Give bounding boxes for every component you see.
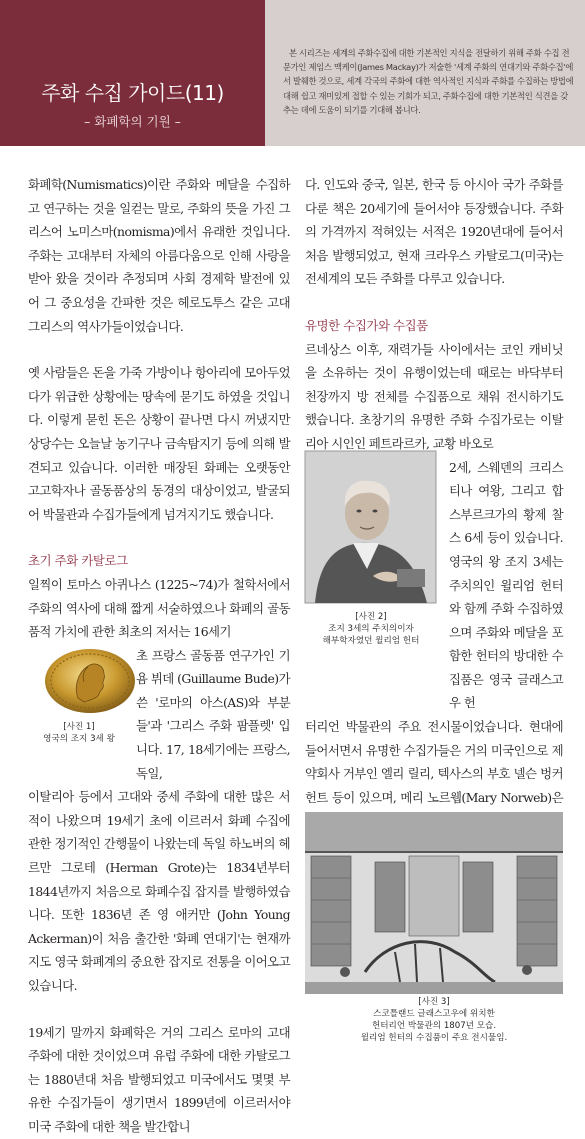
section-heading-famous-collectors: 유명한 수집가와 수집품	[305, 317, 428, 333]
figure-3-text-line2: 헌터리언 박물관의 1807년 모습.	[371, 1021, 497, 1031]
paragraph-numismatics: 화폐학(Numismatics)이란 주화와 메달을 수집하고 연구하는 것을 일컫는 말로, 주화의 뜻을 가진 그리스어 노미스마(nomisma)에서 유래한 것입니다. 주화는 고대부터 자체의 아름다움으로 인해 사랑을 받아 왔을 것이라 추정되며 사회 경제학 발전에 있어 그 중요성을 간파한 것은 헤로도투스 같은 고대 그리스의 역사가들이었습니다.	[28, 177, 290, 334]
figure-2-number: [사진 2]	[355, 612, 387, 622]
paragraph-buried-money: 옛 사람들은 돈을 가죽 가방이나 항아리에 모아두었다가 위급한 상황에는 땅속에 묻기도 하였을 것입니다. 이렇게 묻힌 돈은 상황이 끝나면 다시 꺼냈지만 상당수는 오늘날 농기구나 금속탐지기 등에 의해 발견되고 있습니다. 이러한 매장된 화폐는 오랫동안 고고학자나 골동품상의 동경의 대상이었고, 발굴되어 박물관과 수집가들에게 넘겨지기도 했습니다.	[28, 365, 290, 522]
figure-3-text-line1: 스코틀랜드 글래스고우에 위치한	[373, 1009, 495, 1019]
figure-3-number: [사진 3]	[418, 997, 450, 1007]
paragraph-grote: 이탈리아 등에서 고대와 중세 주화에 대한 많은 서적이 나왔으며 19세기 초에 이르러서 화폐 수집에 관한 정기적인 간행물이 나왔는데 독일 하노버의 헤르만 그로테 (Herman Grote)는 1834년부터 1844년까지 처음으로 화폐수집 잡지를 발행하였습니다. 또한 1836년 존 영 애커만 (John Young Ackerman)이 처음 출간한 '화폐 연대기'는 현재까지도 영국 화폐계의 중요한 잡지로 전통을 이어오고 있습니다.	[28, 789, 290, 993]
george-iii-coin-image	[44, 648, 136, 714]
page-title: 주화 수집 가이드(11)	[41, 81, 224, 105]
paragraph-19th-century: 19세기 말까지 화폐학은 거의 그리스 로마의 고대 주화에 대한 것이었으며 유럽 주화에 대한 카탈로그는 1880년대 처음 발행되었고 미국에서도 몇몇 부유한 수집가들이 생기면서 1899년에 이르러서야 미국 주화에 대한 책을 발간합니	[28, 1024, 290, 1134]
section-heading-early-catalogs: 초기 주화 카탈로그	[28, 553, 128, 569]
article-header	[0, 0, 585, 146]
title-block	[0, 0, 265, 146]
figure-1-number: [사진 1]	[63, 722, 95, 732]
series-intro: 본 시리즈는 세계의 주화수집에 대한 기본적인 지식을 전달하기 위해 주화 수집 전문가인 제임스 맥케이(James Mackay)가 저술한 '세계 주화의 연대기와 주화수집'에서 발췌한 것으로, 세계 각국의 주화에 대한 역사적인 지식과 주화를 수집하는 방법에 대해 쉽고 재미있게 접할 수 있는 기회가 되고, 주화수집에 대한 기본적인 식견을 갖추는 데에 도움이 되기를 기대해 봅니다.	[283, 48, 574, 115]
figure-3-text-line3: 윌리엄 헌터의 수집품이 주요 전시물임.	[360, 1033, 508, 1043]
figure-2-text-line1: 조지 3세의 주치의이자	[328, 624, 414, 634]
paragraph-aquinas: 일찍이 토마스 아퀴나스 (1225~74)가 철학서에서 주화의 역사에 대해 짧게 서술하였으나 화폐의 골동품적 가치에 관한 최초의 저서는 16세기	[28, 576, 290, 640]
figure-1-caption	[24, 721, 134, 745]
figure-1-text: 영국의 조지 3세 왕	[43, 734, 115, 744]
paragraph-renaissance: 르네상스 이후, 재력가들 사이에서는 코인 캐비닛을 소유하는 것이 유행이었는데 때로는 바닥부터 천장까지 방 전체를 수집품으로 채워 전시하기도 했습니다. 초창기의 유명한 주화 수집가로는 이탈리아 시인인 페트라르카, 교황 바오로	[305, 341, 563, 451]
figure-2-text-line2: 해부학자였던 윌리엄 헌터	[322, 636, 420, 646]
paragraph-asia-catalogs: 다. 인도와 중국, 일본, 한국 등 아시아 국가 주화를 다룬 책은 20세기에 들어서야 등장했습니다. 주화의 가격까지 적혀있는 서적은 1920년대에 들어서 처음 발행되었고, 현재 크라우스 카탈로그(미국)는 전세계의 모든 주화를 다루고 있습니다.	[305, 177, 563, 287]
william-hunter-portrait-image	[305, 451, 436, 603]
paragraph-modern-collectors: 터리언 박물관의 주요 전시물이었습니다. 현대에 들어서면서 유명한 수집가들은 거의 미국인으로 제약회사 거부인 엘리 릴리, 텍사스의 부호 넬슨 벙커 헌트 등이 있으며, 메리 노르웹(Mary Norweb)은	[305, 719, 563, 805]
paragraph-collectors: 2세, 스웨덴의 크리스티나 여왕, 그리고 합스부르크가의 황제 찰스 6세 등이 있습니다. 영국의 왕 조지 3세는 주치의인 윌리엄 헌터와 함께 주화 수집하였으며 주화와 메달을 포함한 헌터의 방대한 수집품은 영국 글래스고우 헌	[449, 459, 563, 711]
figure-3-caption	[305, 996, 563, 1044]
figure-2-caption	[300, 611, 442, 647]
paragraph-bude: 초 프랑스 골동품 연구가인 기욤 뷔데 (Guillaume Bude)가 쓴 '로마의 아스(AS)와 부분들'과 '그리스 주화 팜플렛' 입니다. 17, 18세기에는 프랑스, 독일,	[136, 647, 290, 781]
page-subtitle: – 화폐학의 기원 –	[84, 114, 181, 129]
intro-block	[265, 0, 585, 146]
hunterian-museum-image	[305, 812, 563, 994]
